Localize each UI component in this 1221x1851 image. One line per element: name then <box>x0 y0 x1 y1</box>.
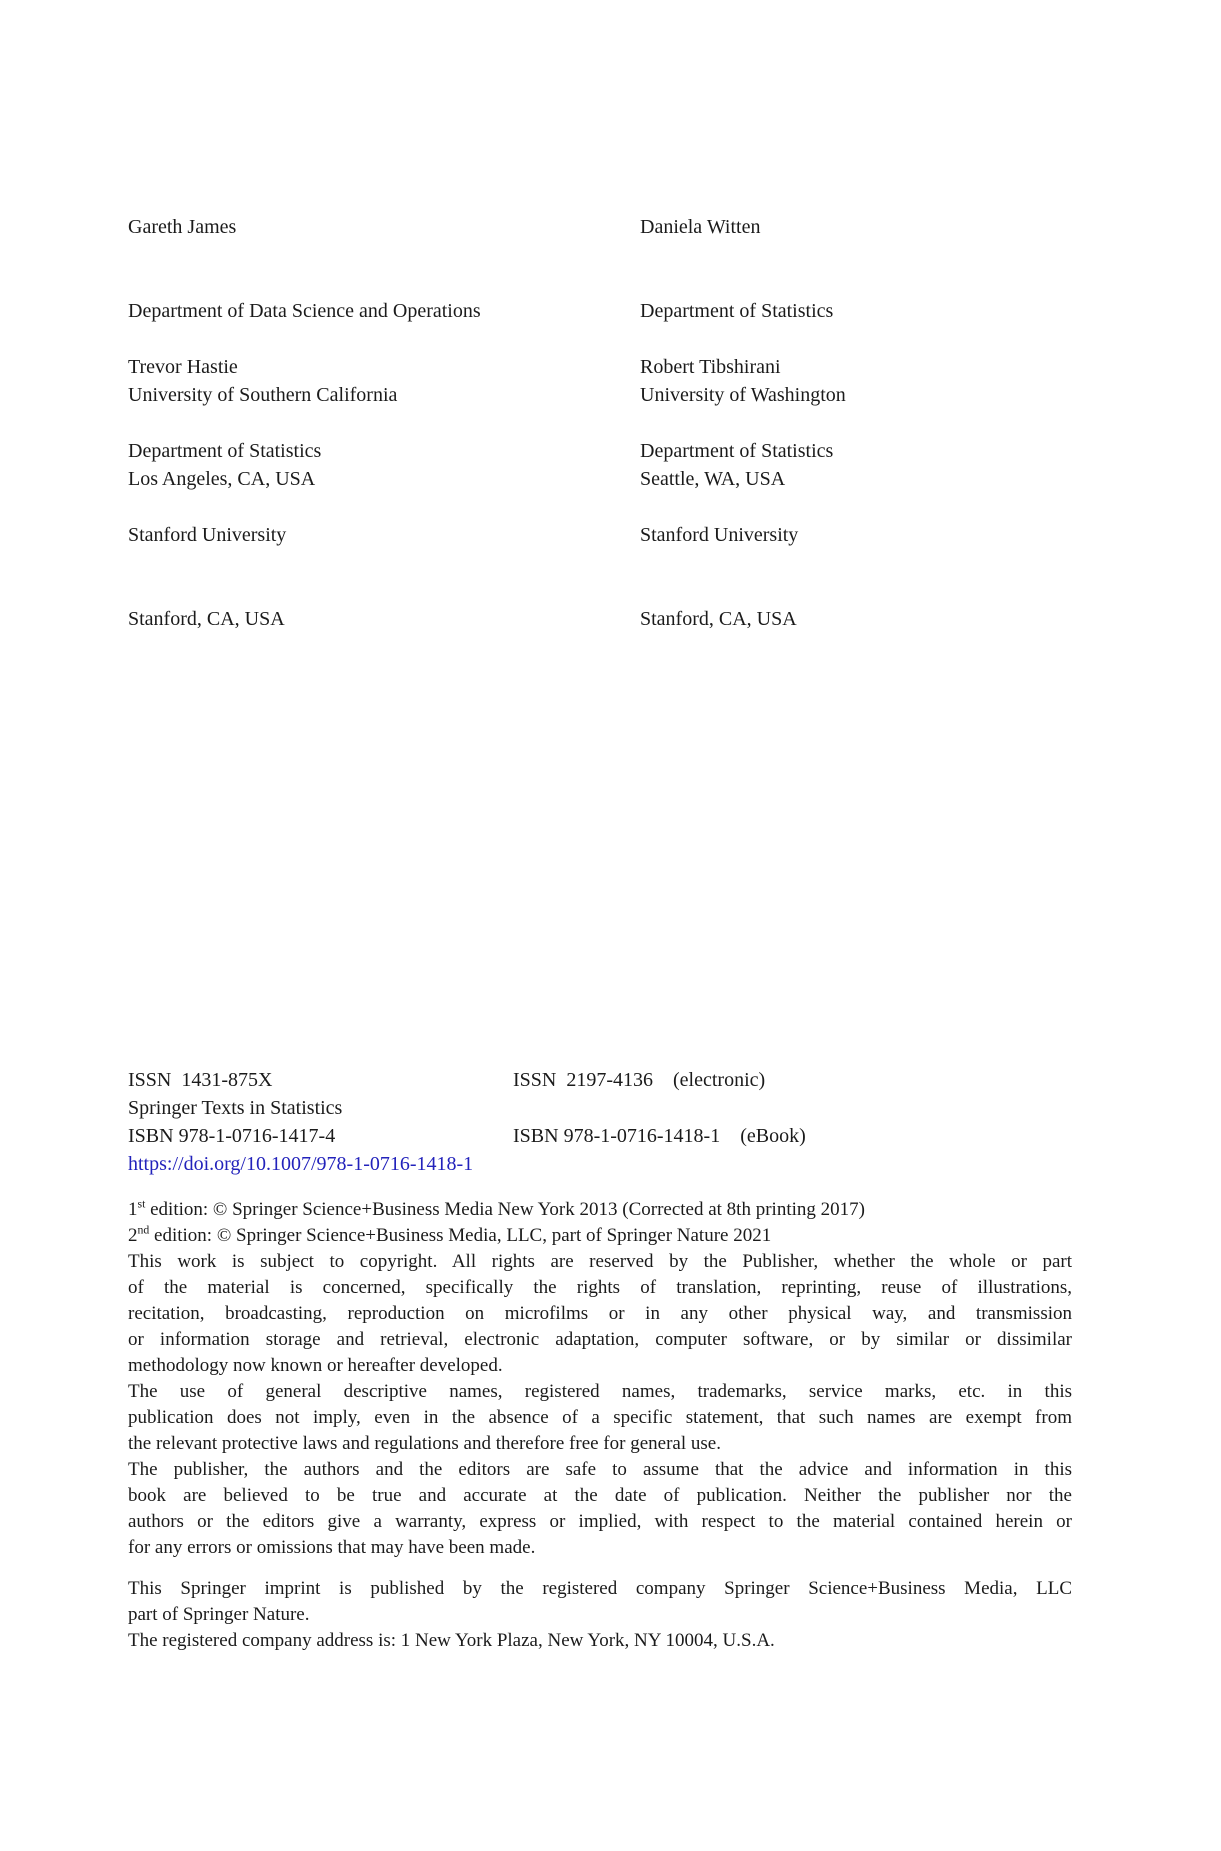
publication-identifiers <box>128 1066 1072 1178</box>
doi-line <box>128 1150 1072 1178</box>
doi-link[interactable]: https://doi.org/10.1007/978-1-0716-1418-1 <box>128 1153 474 1175</box>
author-affiliation-line: Stanford University <box>640 524 799 546</box>
edition-2-line <box>128 1223 1072 1249</box>
author-affiliation-line: Seattle, WA, USA <box>640 468 786 490</box>
legal-paragraph-line: for any errors or omissions that may have been made. <box>128 1537 536 1558</box>
legal-paragraph-line: The use of general descriptive names, registered names, trademarks, service marks, etc. in this <box>128 1381 1072 1402</box>
edition-text: edition: © Springer Science+Business Media New York 2013 (Corrected at 8th printing 2017) <box>145 1199 865 1220</box>
legal-paragraph-line: authors or the editors give a warranty, express or implied, with respect to the material contained herein or <box>128 1511 1072 1532</box>
isbn-print: ISBN 978-1-0716-1417-4 <box>128 1125 336 1147</box>
edition-ordinal-suffix: st <box>137 1197 146 1211</box>
issn-line <box>128 1066 1072 1094</box>
issn-electronic: ISSN 2197-4136 (electronic) <box>513 1069 766 1091</box>
legal-paragraph-line: publication does not imply, even in the absence of a specific statement, that such names are exempt from <box>128 1407 1072 1428</box>
author-name: Gareth James <box>128 216 237 238</box>
isbn-line <box>128 1122 1072 1150</box>
edition-ordinal-suffix: nd <box>137 1223 150 1237</box>
legal-paragraph-line: methodology now known or hereafter developed. <box>128 1355 503 1376</box>
author-affiliation-line: Department of Statistics <box>640 300 834 322</box>
author-affiliation-line: University of Washington <box>640 384 846 406</box>
author-name: Trevor Hastie <box>128 356 238 378</box>
author-affiliation-line: Department of Data Science and Operations <box>128 300 481 322</box>
legal-paragraph-line: The publisher, the authors and the editors are safe to assume that the advice and information in this <box>128 1459 1072 1480</box>
imprint-block <box>128 1576 1072 1654</box>
registered-address-line: The registered company address is: 1 New York Plaza, New York, NY 10004, U.S.A. <box>128 1630 775 1651</box>
legal-paragraph-line: book are believed to be true and accurate at the date of publication. Neither the publisher nor the <box>128 1485 1072 1506</box>
edition-number: 1 <box>128 1199 138 1220</box>
author-block-robert-tibshirani <box>640 297 833 689</box>
author-name: Daniela Witten <box>640 216 761 238</box>
author-block-trevor-hastie <box>128 297 321 689</box>
edition-number: 2 <box>128 1225 138 1246</box>
imprint-line: This Springer imprint is published by the registered company Springer Science+Business Media, LLC <box>128 1578 1072 1599</box>
isbn-ebook: ISBN 978-1-0716-1418-1 (eBook) <box>513 1125 806 1147</box>
author-affiliation-line: Department of Statistics <box>640 440 834 462</box>
author-affiliation-line: Stanford, CA, USA <box>128 608 285 630</box>
legal-paragraph-line: recitation, broadcasting, reproduction on microfilms or in any other physical way, and transmission <box>128 1303 1072 1324</box>
author-affiliation-line: Stanford University <box>128 524 287 546</box>
legal-paragraph-line: of the material is concerned, specifically the rights of translation, reprinting, reuse of illustrations, <box>128 1277 1072 1298</box>
issn-print: ISSN 1431-875X <box>128 1069 273 1091</box>
series-title: Springer Texts in Statistics <box>128 1097 343 1119</box>
author-affiliation-line: University of Southern California <box>128 384 398 406</box>
author-name: Robert Tibshirani <box>640 356 781 378</box>
legal-paragraph-line: This work is subject to copyright. All rights are reserved by the Publisher, whether the whole or part <box>128 1251 1072 1272</box>
legal-paragraph-line: or information storage and retrieval, electronic adaptation, computer software, or by similar or dissimilar <box>128 1329 1072 1350</box>
imprint-line: part of Springer Nature. <box>128 1604 310 1625</box>
author-affiliation-line: Stanford, CA, USA <box>640 608 797 630</box>
copyright-legal-block <box>128 1197 1072 1561</box>
author-affiliation-line: Department of Statistics <box>128 440 322 462</box>
legal-paragraph-line: the relevant protective laws and regulations and therefore free for general use. <box>128 1433 721 1454</box>
edition-text: edition: © Springer Science+Business Media, LLC, part of Springer Nature 2021 <box>149 1225 772 1246</box>
edition-1-line <box>128 1197 1072 1223</box>
author-affiliation-line: Los Angeles, CA, USA <box>128 468 316 490</box>
